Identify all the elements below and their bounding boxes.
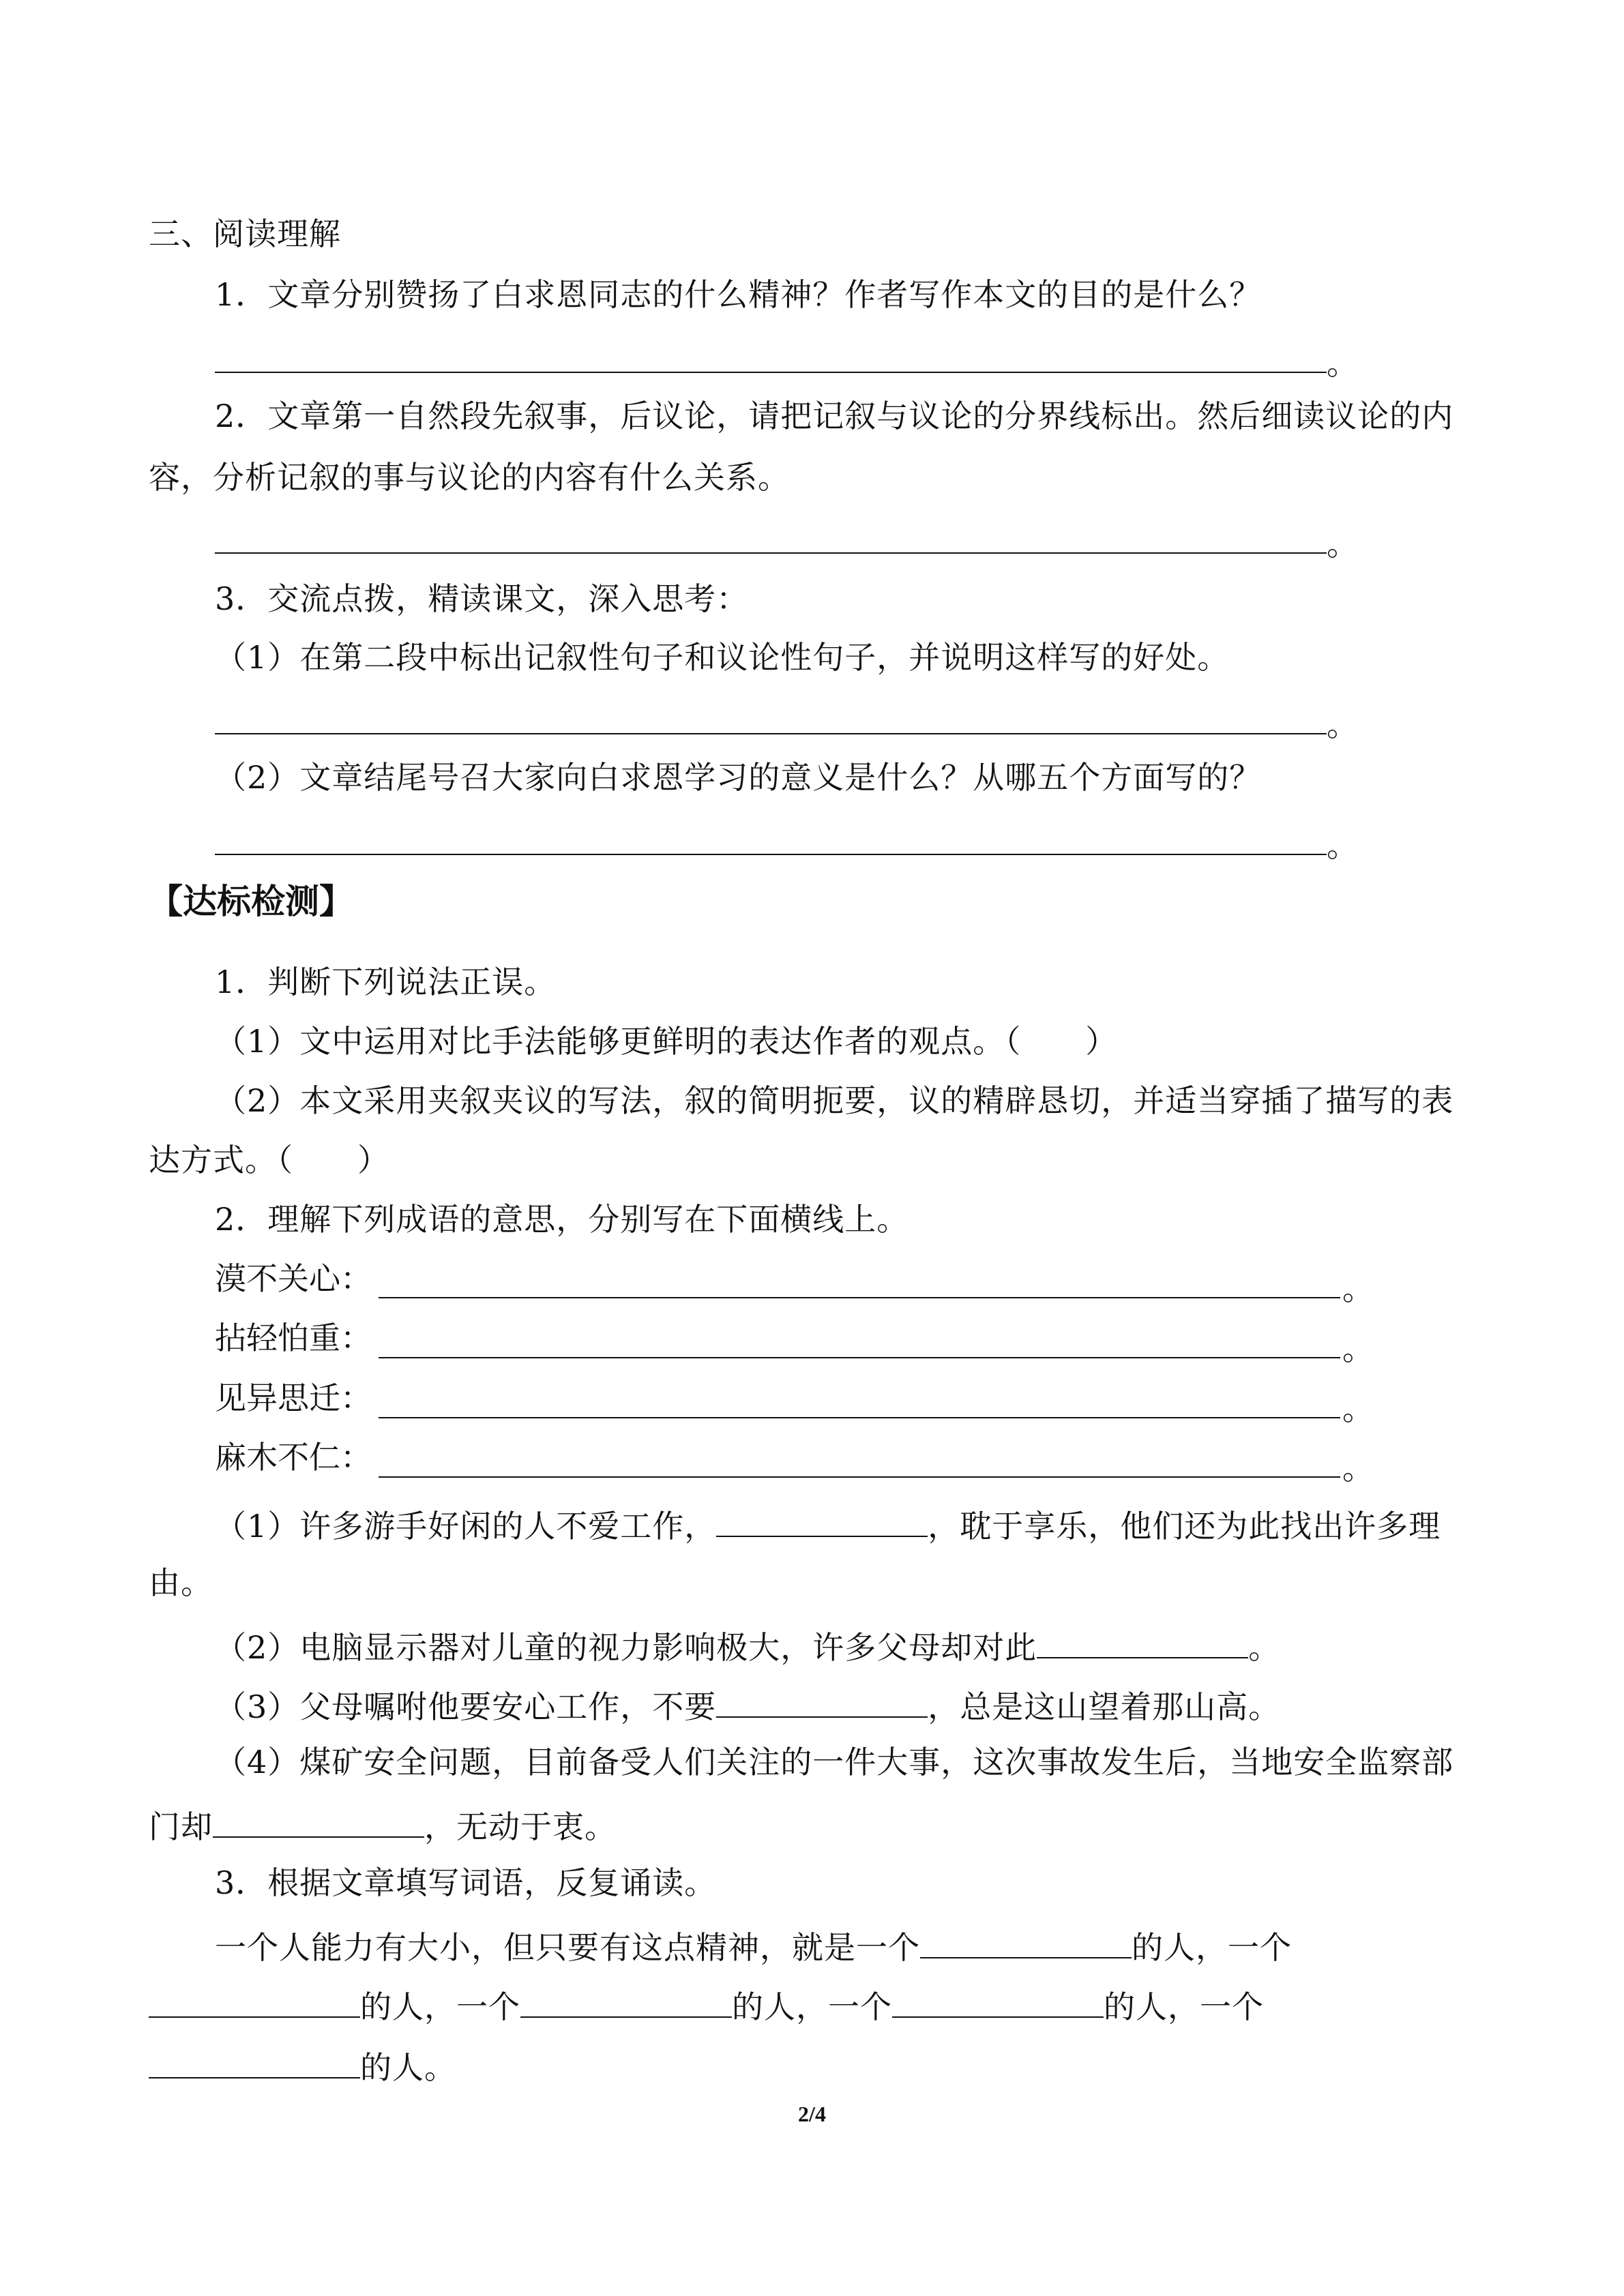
recite-blank-4[interactable] xyxy=(892,1982,1104,2018)
assessment-question-1: 1．判断下列说法正误。 xyxy=(215,964,557,1000)
answer-period: 。 xyxy=(1342,1270,1374,1307)
recite-blank-2[interactable] xyxy=(149,1982,360,2018)
fill-sentence-3 xyxy=(215,1682,1280,1727)
recite-line-3 xyxy=(149,2043,456,2088)
fill-1-part-a: （1）许多游手好闲的人不爱工作， xyxy=(215,1508,717,1545)
idiom-label-2: 拈轻怕重： xyxy=(215,1320,372,1356)
answer-period: 。 xyxy=(1327,706,1358,743)
assessment-question-1-1: （1）文中运用对比手法能够更鲜明的表达作者的观点。（ ） xyxy=(215,1023,1118,1060)
answer-period: 。 xyxy=(1327,526,1358,563)
fill-4-part-b: 门却 xyxy=(149,1808,213,1845)
fill-sentence-2 xyxy=(215,1623,1280,1668)
recite-connector: 的人，一个 xyxy=(360,1988,520,2025)
idiom-answer-line-4[interactable] xyxy=(379,1476,1340,1478)
answer-period: 。 xyxy=(1342,1330,1374,1367)
fill-sentence-1 xyxy=(215,1502,1441,1547)
fill-3-part-a: （3）父母嘱咐他要安心工作，不要 xyxy=(215,1688,717,1725)
page-number: 2/4 xyxy=(798,2102,826,2126)
fill-sentence-4: （4）煤矿安全问题，目前备受人们关注的一件大事，这次事故发生后，当地安全监察部 xyxy=(215,1744,1454,1780)
question-3-1: （1）在第二段中标出记叙性句子和议论性句子，并说明这样写的好处。 xyxy=(215,639,1230,676)
fill-blank-3[interactable] xyxy=(716,1682,928,1718)
assessment-question-2: 2．理解下列成语的意思，分别写在下面横线上。 xyxy=(215,1201,909,1238)
fill-blank-1[interactable] xyxy=(716,1502,928,1537)
idiom-answer-line-3[interactable] xyxy=(379,1417,1340,1418)
answer-line-q1[interactable] xyxy=(215,372,1327,373)
fill-blank-4[interactable] xyxy=(213,1802,424,1838)
idiom-label-4: 麻木不仁： xyxy=(215,1439,372,1476)
fill-4-part-c: ，无动于衷。 xyxy=(424,1808,617,1845)
recite-blank-3[interactable] xyxy=(520,1982,732,2018)
answer-period: 。 xyxy=(1327,345,1358,382)
recite-line-2 xyxy=(149,1982,1264,2027)
fill-sentence-4-cont xyxy=(149,1802,617,1847)
recite-connector: 的人，一个 xyxy=(1132,1929,1292,1966)
answer-line-q3-1[interactable] xyxy=(215,733,1327,734)
recite-connector: 的人，一个 xyxy=(1104,1988,1264,2025)
recite-part-a: 一个人能力有大小，但只要有这点精神，就是一个 xyxy=(215,1929,920,1966)
fill-1-part-b: ，耽于享乐，他们还为此找出许多理 xyxy=(928,1508,1441,1545)
recite-blank-5[interactable] xyxy=(149,2043,360,2078)
question-2-line1: 2．文章第一自然段先叙事，后议论，请把记叙与议论的分界线标出。然后细读议论的内 xyxy=(215,398,1454,434)
question-2-line2: 容，分析记叙的事与议论的内容有什么关系。 xyxy=(149,459,790,496)
question-1: 1．文章分别赞扬了白求恩同志的什么精神？作者写作本文的目的是什么？ xyxy=(215,276,1262,313)
recite-blank-1[interactable] xyxy=(920,1923,1132,1958)
idiom-answer-line-1[interactable] xyxy=(379,1297,1340,1298)
idiom-label-3: 见异思迁： xyxy=(215,1380,372,1416)
fill-2-part-a: （2）电脑显示器对儿童的视力影响极大，许多父母却对此 xyxy=(215,1629,1037,1666)
section-title-reading: 三、阅读理解 xyxy=(149,215,341,252)
fill-sentence-1-cont: 由。 xyxy=(149,1564,213,1601)
answer-period: 。 xyxy=(1342,1450,1374,1487)
answer-period: 。 xyxy=(1327,827,1358,864)
question-3: 3．交流点拨，精读课文，深入思考： xyxy=(215,580,749,617)
answer-line-q2[interactable] xyxy=(215,552,1327,554)
assessment-question-1-2-line2: 达方式。（ ） xyxy=(149,1142,389,1178)
fill-3-part-b: ，总是这山望着那山高。 xyxy=(928,1688,1281,1725)
recite-end: 的人。 xyxy=(360,2049,456,2086)
answer-period: 。 xyxy=(1342,1390,1374,1427)
assessment-question-1-2-line1: （2）本文采用夹叙夹议的写法，叙的简明扼要，议的精辟恳切，并适当穿插了描写的表 xyxy=(215,1082,1454,1119)
idiom-label-1: 漠不关心： xyxy=(215,1260,372,1297)
recite-line-1 xyxy=(215,1923,1292,1968)
recite-connector: 的人，一个 xyxy=(732,1988,892,2025)
question-3-2: （2）文章结尾号召大家向白求恩学习的意义是什么？从哪五个方面写的？ xyxy=(215,759,1262,796)
assessment-question-3: 3．根据文章填写词语，反复诵读。 xyxy=(215,1864,717,1901)
fill-blank-2[interactable] xyxy=(1037,1623,1248,1658)
answer-line-q3-2[interactable] xyxy=(215,854,1327,855)
section-title-assessment: 【达标检测】 xyxy=(149,882,353,921)
idiom-answer-line-2[interactable] xyxy=(379,1357,1340,1358)
fill-2-part-b: 。 xyxy=(1248,1629,1281,1666)
